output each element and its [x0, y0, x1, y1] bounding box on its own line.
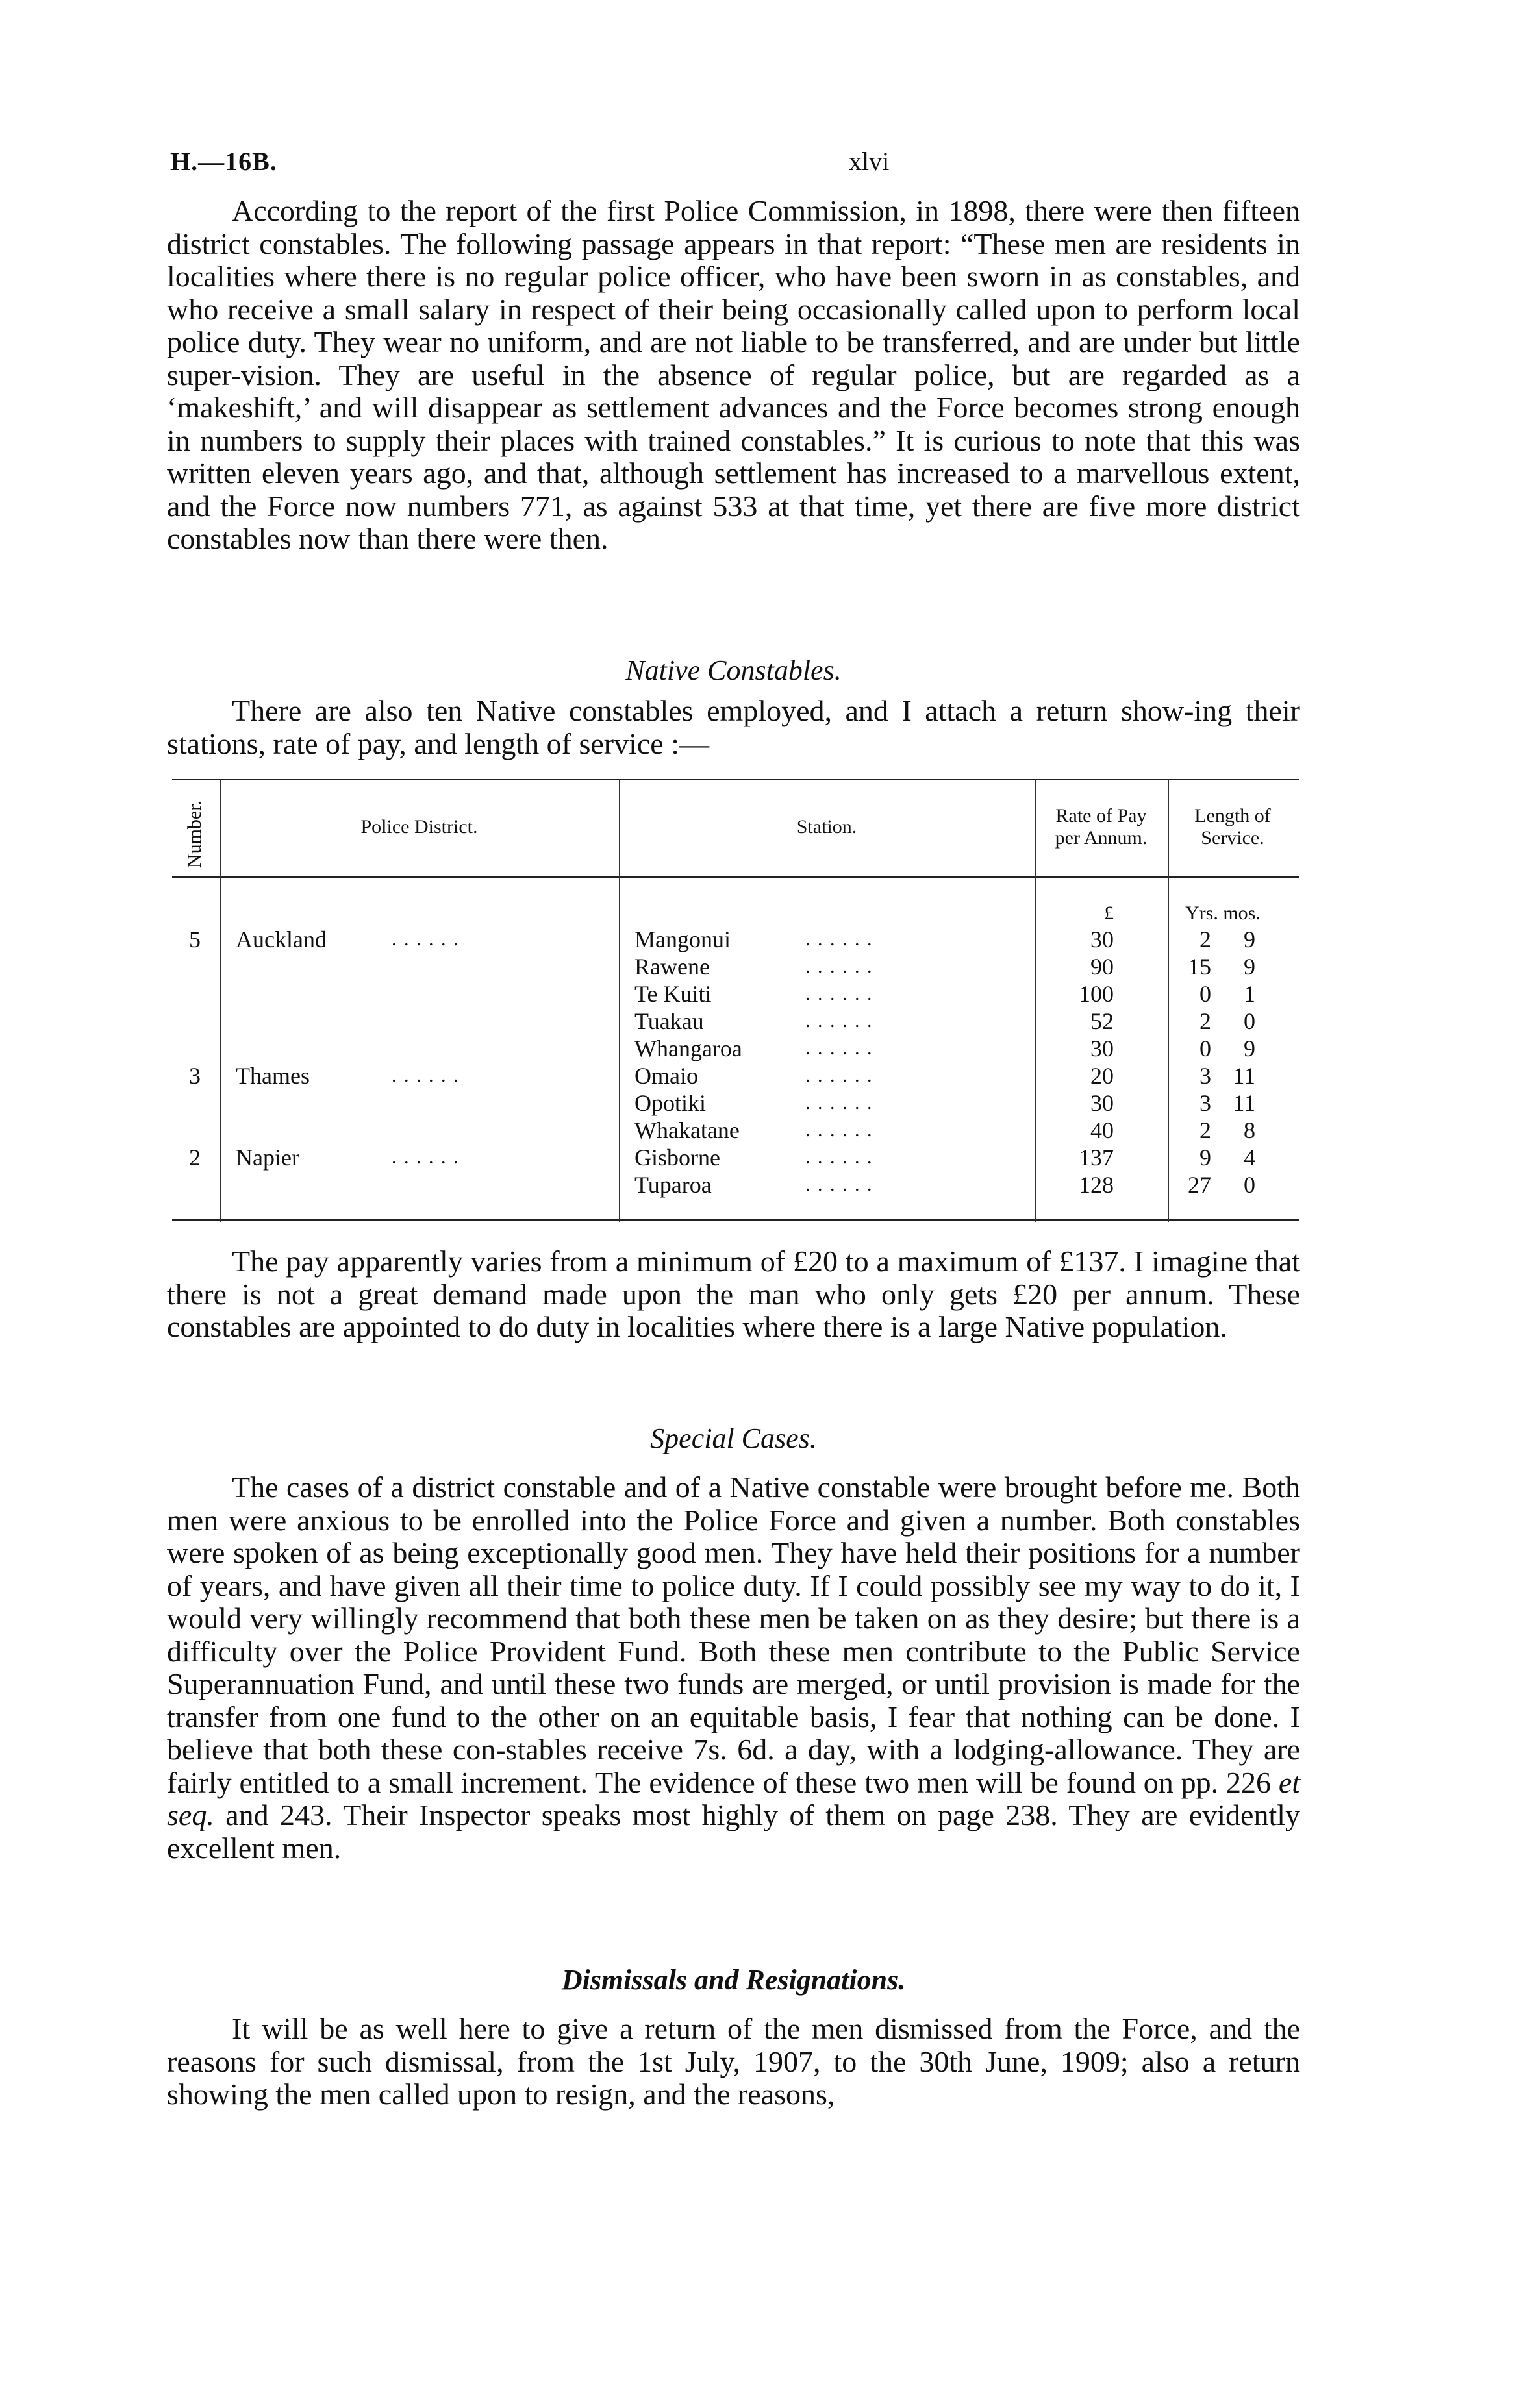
table-row: [172, 953, 1299, 980]
header-rate-of-pay: [1038, 805, 1164, 849]
station-leader-dots: . . . . . .: [805, 1092, 873, 1113]
header-rate-line-1: Rate of Pay: [1055, 805, 1147, 826]
table-row: [172, 1008, 1299, 1035]
paragraph-district-constables: According to the report of the first Police Commission, in 1898, there were then fifteen district constables. The following passage appears in that report: “These men are residents in localities where there is no regular police officer, who have been sworn in as constables, and who receive a small salary in respect of their being occasionally called upon to perform local police duty. They wear no uniform, and are not liable to be transferred, and are under but little super-vision. They are useful in the absence of regular police, but are regarded as a ‘makeshift,’ and will disappear as settlement advances and the Force becomes strong enough in numbers to supply their places with trained constables.” It is curious to note that this was written eleven years ago, and that, although settlement has increased to a marvellous extent, and the Force now numbers 771, as against 533 at that time, yet there are five more district constables now than there were then.: [167, 194, 1300, 555]
header-length-line-2: Service.: [1201, 827, 1264, 849]
cell-months: 9: [1244, 926, 1255, 952]
cell-years: 0: [1199, 1036, 1211, 1061]
table-header-rule: [172, 876, 1299, 878]
header-length-of-service: [1171, 805, 1294, 849]
paragraph-native-intro: There are also ten Native constables employed, and I attach a return show-ing their stations, rate of pay, and length of service :—: [167, 694, 1300, 760]
cell-years: 2: [1199, 1008, 1211, 1034]
station-leader-dots: . . . . . .: [805, 1010, 873, 1032]
special-cases-text: The cases of a district constable and of a Native constable were brought before me. Both men were anxious to be enrolled into the Police Force and given a number. Both constables were spoken of as being exceptionally good men. They have held their positions for a number of years, and have given all their time to police duty. If I could possibly see my way to do it, I would very willingly recommend that both these men be taken on as they desire; but there is a difficulty over the Police Provident Fund. Both these men contribute to the Public Service Superannuation Fund, and until these two funds are merged, or until provision is made for the transfer from one fund to the other on an equitable basis, I fear that nothing can be done. I believe that both these con-stables receive 7s. 6d. a day, with a lodging-allowance. They are fairly entitled to a small increment. The evidence of these two men will be found on pp. 226: [167, 1471, 1300, 1799]
cell-rate: 30: [1090, 1036, 1114, 1061]
paragraph-special-cases: [167, 1471, 1300, 1865]
station-leader-dots: . . . . . .: [805, 928, 873, 950]
cell-months: 11: [1233, 1063, 1255, 1089]
heading-special-cases: Special Cases.: [650, 1422, 817, 1454]
table-row: [172, 926, 1299, 953]
cell-station: Te Kuiti: [634, 981, 712, 1007]
cell-years: 2: [1199, 1117, 1211, 1143]
paragraph-pay-range: The pay apparently varies from a minimum of £20 to a maximum of £137. I imagine that there is not a great demand made upon the man who only gets £20 per annum. These constables are appointed to do duty in localities where there is a large Native population.: [167, 1245, 1300, 1343]
cell-district: Auckland: [236, 926, 327, 952]
et-seq-italic: et seq.: [167, 1765, 1301, 1831]
header-number: Number.: [184, 800, 205, 869]
table-bottom-rule: [172, 1219, 1299, 1221]
cell-station: Tuparoa: [634, 1172, 712, 1198]
district-leader-dots: . . . . . .: [392, 928, 460, 950]
cell-rate: 52: [1090, 1008, 1114, 1034]
station-leader-dots: . . . . . .: [805, 1065, 873, 1086]
cell-months: 9: [1244, 954, 1255, 980]
cell-years: 0: [1199, 981, 1211, 1007]
cell-station: Omaio: [634, 1063, 698, 1089]
cell-years: 3: [1199, 1063, 1211, 1089]
cell-station: Tuakau: [634, 1008, 704, 1034]
cell-months: 9: [1244, 1036, 1255, 1061]
cell-district: Thames: [236, 1063, 310, 1089]
heading-dismissals-resignations: Dismissals and Resignations.: [561, 1964, 906, 1996]
cell-number: 2: [189, 1145, 201, 1171]
cell-months: 0: [1244, 1008, 1255, 1034]
cell-district: Napier: [236, 1145, 299, 1171]
header-rate-line-2: per Annum.: [1055, 827, 1148, 849]
header-police-district: Police District.: [360, 816, 478, 838]
cell-station: Mangonui: [634, 926, 731, 952]
unit-years-months: Yrs. mos.: [1185, 902, 1261, 924]
cell-rate: 128: [1079, 1172, 1114, 1198]
cell-number: 3: [189, 1063, 201, 1089]
district-leader-dots: . . . . . .: [392, 1065, 460, 1086]
table-row: [172, 1089, 1299, 1117]
cell-years: 9: [1199, 1145, 1211, 1171]
table-top-rule: [172, 779, 1299, 780]
cell-station: Whakatane: [634, 1117, 740, 1143]
table-row: [172, 1117, 1299, 1144]
cell-station: Rawene: [634, 954, 710, 980]
cell-station: Gisborne: [634, 1145, 720, 1171]
header-length-line-1: Length of: [1194, 805, 1271, 826]
header-station: Station.: [796, 816, 857, 838]
station-leader-dots: . . . . . .: [805, 1174, 873, 1195]
cell-rate: 90: [1090, 954, 1114, 980]
native-constables-table: [172, 779, 1299, 1222]
table-row: [172, 1062, 1299, 1089]
table-row: [172, 1035, 1299, 1062]
station-leader-dots: . . . . . .: [805, 1037, 873, 1059]
units-row: [172, 900, 1299, 927]
special-cases-text-end: and 243. Their Inspector speaks most highly of them on page 238. They are evidently excellent men.: [167, 1798, 1301, 1865]
cell-rate: 30: [1090, 926, 1114, 952]
cell-rate: 20: [1090, 1063, 1114, 1089]
cell-months: 4: [1244, 1145, 1255, 1171]
station-leader-dots: . . . . . .: [805, 956, 873, 977]
cell-rate: 40: [1090, 1117, 1114, 1143]
cell-years: 15: [1188, 954, 1211, 980]
cell-years: 27: [1188, 1172, 1211, 1198]
cell-rate: 137: [1079, 1145, 1114, 1171]
table-row: [172, 980, 1299, 1008]
paragraph-dismissals: It will be as well here to give a return of the men dismissed from the Force, and the reasons for such dismissal, from the 1st July, 1907, to the 30th June, 1909; also a return showing the men called upon to resign, and the reasons,: [167, 2012, 1300, 2111]
cell-months: 11: [1233, 1090, 1255, 1116]
cell-rate: 30: [1090, 1090, 1114, 1116]
cell-rate: 100: [1079, 981, 1114, 1007]
cell-months: 1: [1244, 981, 1255, 1007]
cell-station: Whangaroa: [634, 1036, 742, 1061]
page-header: [170, 146, 1300, 185]
table-row: [172, 1171, 1299, 1198]
report-reference: H.—16B.: [170, 147, 277, 176]
cell-years: 3: [1199, 1090, 1211, 1116]
cell-years: 2: [1199, 926, 1211, 952]
cell-months: 8: [1244, 1117, 1255, 1143]
station-leader-dots: . . . . . .: [805, 1119, 873, 1141]
station-leader-dots: . . . . . .: [805, 1147, 873, 1168]
station-leader-dots: . . . . . .: [805, 983, 873, 1004]
cell-number: 5: [189, 926, 201, 952]
table-row: [172, 1144, 1299, 1171]
unit-pounds: £: [1104, 902, 1114, 924]
district-leader-dots: . . . . . .: [392, 1147, 460, 1168]
cell-station: Opotiki: [634, 1090, 707, 1116]
page-number: xlvi: [849, 147, 890, 176]
heading-native-constables: Native Constables.: [625, 654, 842, 686]
cell-months: 0: [1244, 1172, 1255, 1198]
